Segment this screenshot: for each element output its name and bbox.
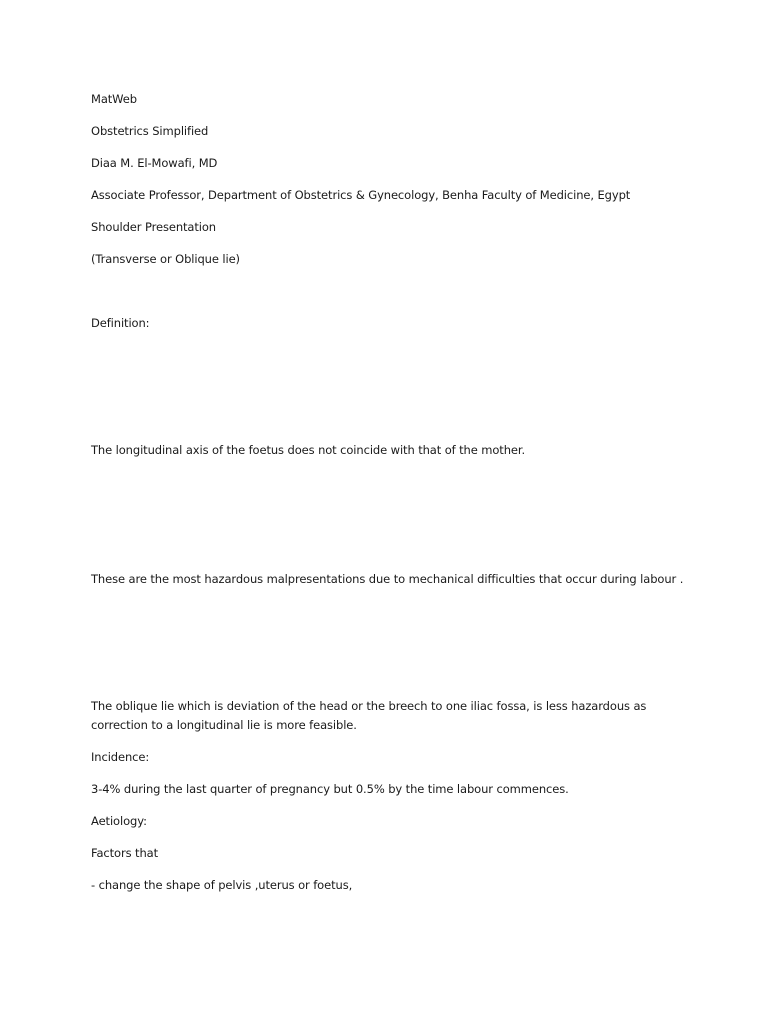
section-heading-incidence: Incidence: (91, 750, 150, 764)
section-heading-definition: Definition: (91, 316, 150, 330)
author-affiliation: Associate Professor, Department of Obstetrics & Gynecology, Benha Faculty of Medicine, Egypt (91, 188, 631, 202)
chapter-subtitle: (Transverse or Oblique lie) (91, 252, 240, 266)
paragraph-definition: The longitudinal axis of the foetus does not coincide with that of the mother. (91, 443, 526, 457)
paragraph-hazard: These are the most hazardous malpresentations due to mechanical difficulties that occur during labour . (91, 572, 684, 586)
paragraph-factors: Factors that (91, 846, 159, 860)
site-name: MatWeb (91, 92, 137, 106)
section-heading-aetiology: Aetiology: (91, 814, 147, 828)
list-item-factor: - change the shape of pelvis ,uterus or foetus, (91, 878, 353, 892)
chapter-title: Shoulder Presentation (91, 220, 216, 234)
author-name: Diaa M. El-Mowafi, MD (91, 156, 218, 170)
book-title: Obstetrics Simplified (91, 124, 209, 138)
paragraph-oblique-lie: The oblique lie which is deviation of the head or the breech to one iliac fossa, is less hazardous as correction to a longitudinal lie is more feasible. (91, 699, 647, 732)
paragraph-incidence: 3-4% during the last quarter of pregnancy but 0.5% by the time labour commences. (91, 782, 569, 796)
